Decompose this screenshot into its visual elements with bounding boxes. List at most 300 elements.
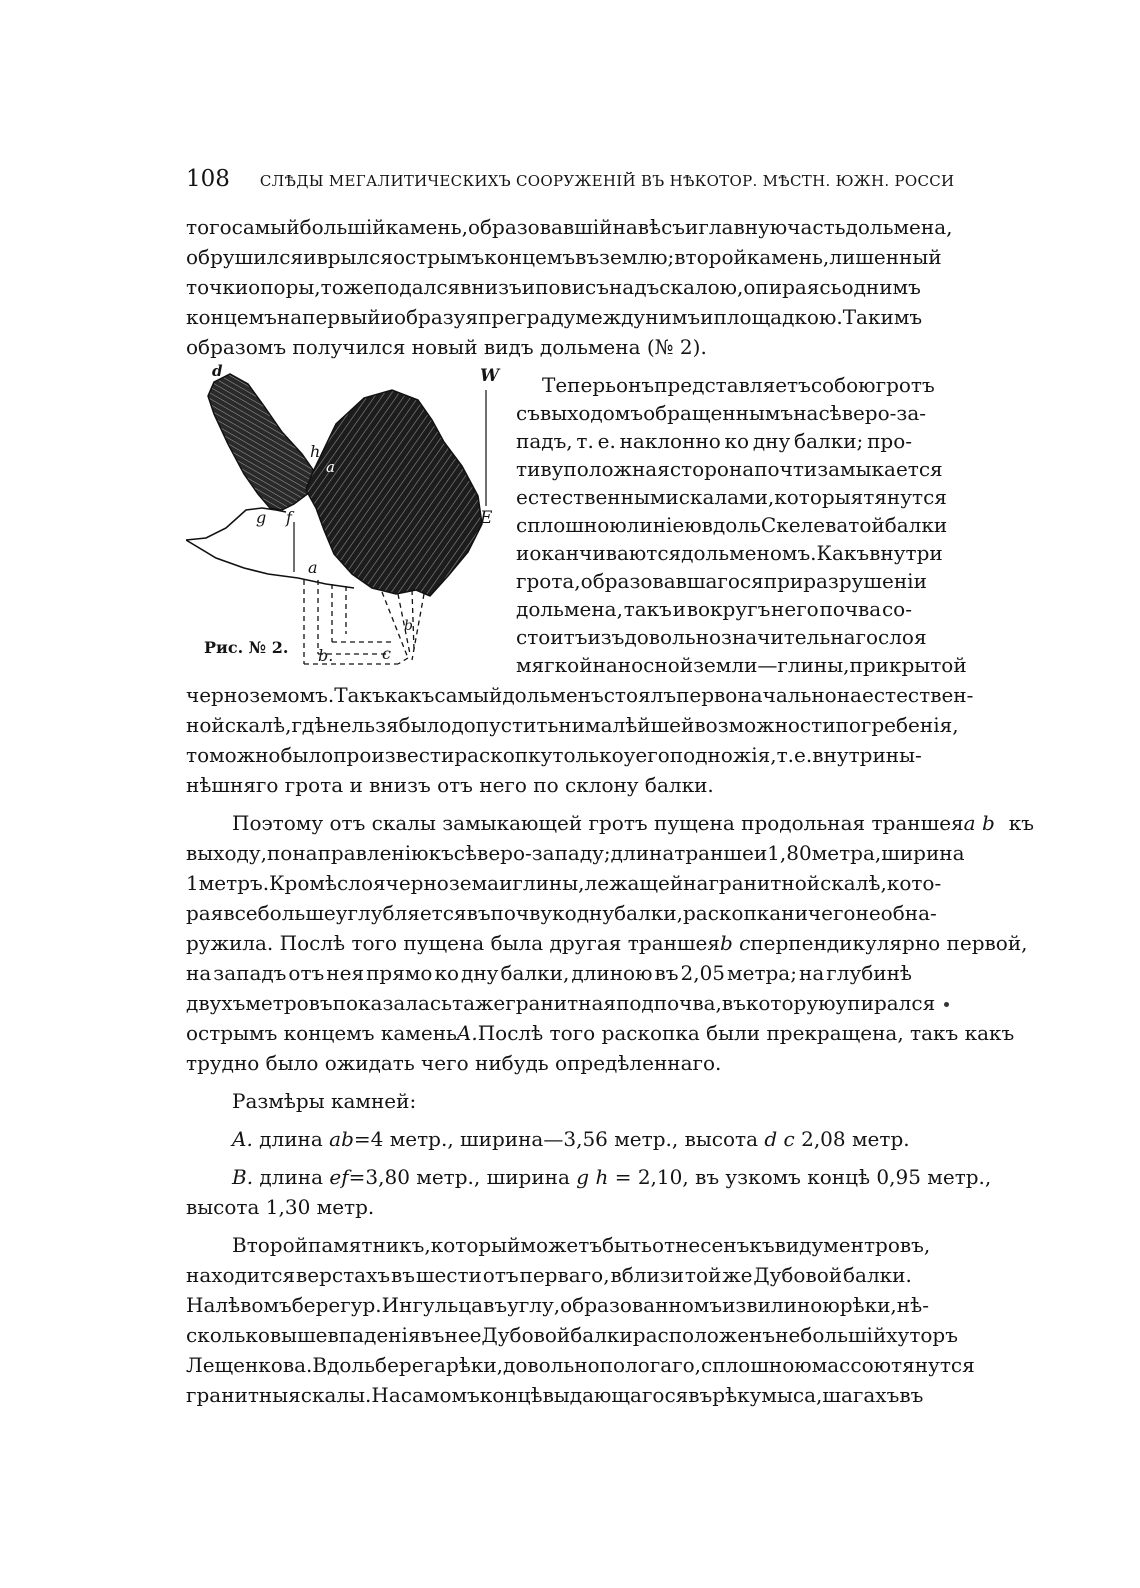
word: внутри bbox=[869, 541, 943, 565]
dim-ef: ef bbox=[329, 1165, 349, 1189]
word: опираясь bbox=[743, 275, 842, 299]
word: и bbox=[380, 305, 394, 329]
word: падъ, bbox=[516, 429, 573, 453]
page-number: 108 bbox=[186, 166, 230, 192]
text-line bbox=[186, 304, 923, 330]
word: въ bbox=[483, 1293, 508, 1317]
word: т. bbox=[776, 743, 795, 767]
text-segment: Поэтому отъ скалы замыкающей гротъ пущена продольная траншея bbox=[232, 811, 964, 835]
word: углу, bbox=[507, 1293, 561, 1317]
word: погребенiя, bbox=[835, 713, 959, 737]
word: виду bbox=[774, 1233, 824, 1257]
word: же bbox=[475, 991, 506, 1015]
word: быть bbox=[602, 1233, 652, 1257]
word: въ bbox=[688, 1383, 713, 1407]
word: же bbox=[722, 1263, 753, 1287]
word: въ bbox=[390, 1263, 415, 1287]
word: верстахъ bbox=[296, 1263, 391, 1287]
word: е. bbox=[794, 743, 813, 767]
word: почву bbox=[490, 901, 553, 925]
figure-dolmen-diagram bbox=[186, 362, 506, 680]
label-b-bottom: b. bbox=[318, 646, 334, 665]
text-line bbox=[186, 712, 959, 738]
word: который bbox=[430, 1233, 521, 1257]
text-segment: острымъ концемъ камень bbox=[186, 1021, 457, 1045]
word: между bbox=[575, 305, 646, 329]
trench-bc: b c bbox=[719, 931, 751, 955]
text-line bbox=[516, 456, 943, 482]
word: оканчиваются bbox=[529, 541, 682, 565]
word: е. bbox=[597, 429, 616, 453]
word: образуя bbox=[393, 305, 479, 329]
word: къ bbox=[428, 841, 454, 865]
word: метра; bbox=[727, 961, 797, 985]
label-h: h bbox=[310, 442, 321, 461]
text-line bbox=[186, 960, 912, 986]
word: первоначально bbox=[676, 683, 837, 707]
word: 2,05 bbox=[680, 961, 726, 985]
word: можно bbox=[209, 743, 281, 767]
word: кото- bbox=[886, 871, 942, 895]
word: скалою, bbox=[659, 275, 744, 299]
text-line bbox=[516, 400, 927, 426]
word: отъ bbox=[288, 961, 325, 985]
label-c: c bbox=[382, 644, 391, 663]
word: концемъ bbox=[484, 245, 576, 269]
word: берегу bbox=[291, 1293, 363, 1317]
word: образованномъ bbox=[560, 1293, 723, 1317]
word: сплошною bbox=[516, 513, 627, 537]
word: дну bbox=[576, 901, 615, 925]
word: и bbox=[303, 245, 317, 269]
word: на bbox=[836, 683, 862, 707]
word: внутри bbox=[812, 743, 886, 767]
size-line-a bbox=[232, 1126, 910, 1152]
word: пологаго, bbox=[599, 1353, 702, 1377]
word: траншеи bbox=[674, 841, 768, 865]
text-line bbox=[186, 870, 942, 896]
word: гротъ bbox=[875, 373, 935, 397]
word: выше bbox=[269, 1323, 328, 1347]
word: массою bbox=[811, 1353, 892, 1377]
word: балки bbox=[884, 513, 948, 537]
word: въ bbox=[420, 1323, 445, 1347]
word: допустить bbox=[451, 713, 559, 737]
word: тянутся bbox=[891, 1353, 975, 1377]
sizes-title: Размѣры камней: bbox=[232, 1089, 417, 1113]
word: на bbox=[793, 401, 819, 425]
word: гранитной bbox=[708, 871, 821, 895]
text-segment: =4 метр., ширина—3,56 метр., высота bbox=[353, 1127, 758, 1151]
word: выходу, bbox=[186, 841, 267, 865]
size-line-b bbox=[232, 1164, 991, 1190]
stone-b bbox=[208, 374, 316, 510]
word: упирался bbox=[835, 991, 936, 1015]
label-east: E bbox=[480, 508, 493, 528]
word: Лещенкова. bbox=[186, 1353, 313, 1377]
text-line bbox=[186, 1322, 958, 1348]
text-line bbox=[186, 840, 965, 866]
word: рѣку bbox=[712, 1383, 762, 1407]
word: подался bbox=[374, 275, 461, 299]
text-line bbox=[186, 930, 1028, 956]
word: нельзя bbox=[326, 713, 399, 737]
word: глубинѣ bbox=[826, 961, 912, 985]
word: произвести bbox=[333, 743, 455, 767]
word: скалами, bbox=[678, 485, 775, 509]
text-line: образомъ получился новый видъ дольмена (№ 2). bbox=[186, 335, 707, 359]
word: скалы. bbox=[300, 1383, 372, 1407]
text-line bbox=[186, 990, 936, 1016]
word: почва bbox=[819, 597, 882, 621]
word: того bbox=[186, 215, 232, 239]
word: отнесенъ bbox=[651, 1233, 750, 1257]
text-segment: Послѣ того раскопка были прекращена, такъ какъ bbox=[477, 1021, 1015, 1045]
word: все bbox=[223, 901, 258, 925]
word: первый bbox=[302, 305, 381, 329]
word: подпочва, bbox=[616, 991, 722, 1015]
text-line bbox=[232, 810, 1034, 836]
word: нимъ bbox=[645, 305, 701, 329]
word: ко bbox=[552, 901, 577, 925]
word: чернозема bbox=[385, 871, 500, 895]
word: замыкается bbox=[817, 457, 943, 481]
word: Дубовой bbox=[481, 1323, 571, 1347]
word: Такъ bbox=[334, 683, 385, 707]
word: балки; bbox=[794, 429, 864, 453]
word: и bbox=[685, 215, 699, 239]
stone-b-label: B. bbox=[232, 1165, 254, 1189]
word: та bbox=[452, 991, 476, 1015]
word: ной bbox=[186, 713, 225, 737]
word: тоже bbox=[320, 275, 375, 299]
word: сколько bbox=[186, 1323, 270, 1347]
word: малѣйшей bbox=[585, 713, 695, 737]
word: и bbox=[499, 871, 513, 895]
word: представляетъ bbox=[654, 373, 811, 397]
word: скалѣ, bbox=[820, 871, 887, 895]
word: наклонно bbox=[619, 429, 721, 453]
word: онъ bbox=[616, 373, 655, 397]
label-a-top: a bbox=[326, 458, 335, 476]
word: земли—глины, bbox=[693, 653, 850, 677]
word: на bbox=[186, 961, 212, 985]
word: возможности bbox=[694, 713, 836, 737]
word: раскопка bbox=[683, 901, 782, 925]
stone-label: A. bbox=[456, 1021, 478, 1045]
word: Кромѣ bbox=[269, 871, 338, 895]
word: разрушенiи bbox=[803, 569, 927, 593]
word: дну bbox=[461, 961, 499, 985]
word: обращеннымъ bbox=[643, 401, 794, 425]
word: сторона bbox=[669, 457, 755, 481]
word: прикрытой bbox=[849, 653, 967, 677]
word: Скелеватой bbox=[760, 513, 885, 537]
word: т. bbox=[576, 429, 594, 453]
word: сѣверо-за- bbox=[818, 401, 927, 425]
word: больше bbox=[257, 901, 336, 925]
word: На bbox=[371, 1383, 401, 1407]
word: метра, bbox=[811, 841, 882, 865]
label-a: a bbox=[308, 558, 318, 577]
word: обна- bbox=[880, 901, 937, 925]
word: На bbox=[186, 1293, 216, 1317]
word: гранитныя bbox=[186, 1383, 301, 1407]
word: балки bbox=[570, 1323, 633, 1347]
text-segment: къ bbox=[1008, 811, 1034, 835]
word: линiею bbox=[626, 513, 702, 537]
word: дну bbox=[752, 429, 791, 453]
word: въ bbox=[721, 991, 746, 1015]
word: лѣвомъ bbox=[215, 1293, 292, 1317]
word: ширина bbox=[881, 841, 965, 865]
word: на bbox=[276, 305, 303, 329]
word: небольшiй bbox=[775, 1323, 887, 1347]
word: однимъ bbox=[841, 275, 921, 299]
word: при bbox=[763, 569, 804, 593]
label-d: d bbox=[212, 362, 223, 380]
word: метръ. bbox=[198, 871, 270, 895]
text-line bbox=[186, 742, 922, 768]
word: р. bbox=[362, 1293, 382, 1317]
word: рѣки, bbox=[445, 1353, 504, 1377]
word: углубляется bbox=[335, 901, 467, 925]
word: навѣсъ bbox=[612, 215, 685, 239]
word: то bbox=[186, 743, 210, 767]
scan-speck bbox=[944, 1002, 949, 1007]
word: него bbox=[771, 597, 819, 621]
word: не bbox=[855, 901, 881, 925]
word: отъ bbox=[482, 1263, 519, 1287]
dim-dc: d c bbox=[764, 1127, 795, 1151]
word: естествен- bbox=[861, 683, 974, 707]
word: Такимъ bbox=[842, 305, 923, 329]
word: 1,80 bbox=[767, 841, 812, 865]
word: образовавшагося bbox=[580, 569, 764, 593]
text-line: нѣшняго грота и внизъ отъ него по склону балки. bbox=[186, 773, 714, 797]
word: на bbox=[798, 961, 825, 985]
text-line bbox=[542, 372, 935, 398]
word: длина bbox=[610, 841, 675, 865]
text-line bbox=[516, 540, 943, 566]
text-segment: длина bbox=[259, 1127, 323, 1151]
word: которыя bbox=[774, 485, 864, 509]
word: глины, bbox=[512, 871, 585, 895]
word: тивуположная bbox=[516, 457, 670, 481]
text-segment: =3,80 метр., ширина bbox=[348, 1165, 570, 1189]
text-line bbox=[516, 428, 912, 454]
word: ко bbox=[434, 961, 460, 985]
text-line bbox=[186, 1382, 924, 1408]
word: довольно bbox=[624, 625, 722, 649]
word: и bbox=[516, 541, 530, 565]
word: вблизи bbox=[610, 1263, 685, 1287]
word: двухъ bbox=[186, 991, 246, 1015]
word: можетъ bbox=[520, 1233, 603, 1257]
word: шести bbox=[415, 1263, 482, 1287]
word: нѣ- bbox=[896, 1293, 929, 1317]
word: обрушился bbox=[186, 245, 304, 269]
word: такъ bbox=[623, 597, 672, 621]
word: внизъ bbox=[460, 275, 522, 299]
word: было bbox=[280, 743, 334, 767]
word: въ bbox=[654, 961, 679, 985]
text-line bbox=[186, 682, 974, 708]
word: дольменъ bbox=[502, 683, 604, 707]
word: у bbox=[623, 743, 636, 767]
word: Какъ bbox=[816, 541, 870, 565]
label-west: W bbox=[480, 366, 500, 386]
text-segment: 2,08 метр. bbox=[801, 1127, 910, 1151]
word: концемъ bbox=[186, 305, 277, 329]
text-line bbox=[186, 214, 953, 240]
word: западъ bbox=[213, 961, 287, 985]
text-line: трудно было ожидать чего нибудь опредѣленнаго. bbox=[186, 1051, 722, 1075]
word: скалѣ, bbox=[224, 713, 292, 737]
text-line bbox=[186, 244, 942, 270]
stone-a-label: A. bbox=[232, 1127, 253, 1151]
word: раскопку bbox=[454, 743, 553, 767]
word: гдѣ bbox=[291, 713, 327, 737]
figure-caption: Рис. № 2. bbox=[204, 638, 289, 657]
word: слоя bbox=[878, 625, 927, 649]
word: съ bbox=[516, 401, 540, 425]
word: нея bbox=[326, 961, 365, 985]
word: извилиною bbox=[722, 1293, 840, 1317]
word: по bbox=[266, 841, 293, 865]
dim-ab: ab bbox=[329, 1127, 354, 1151]
word: изъ bbox=[587, 625, 625, 649]
word: какъ bbox=[384, 683, 435, 707]
word: балки, bbox=[614, 901, 683, 925]
word: выходомъ bbox=[539, 401, 644, 425]
word: выдающагося bbox=[542, 1383, 689, 1407]
word: ны- bbox=[885, 743, 922, 767]
word: нее bbox=[444, 1323, 482, 1347]
dolmen-diagram bbox=[186, 362, 506, 680]
word: стоитъ bbox=[516, 625, 588, 649]
word: берега bbox=[375, 1353, 446, 1377]
word: мыса, bbox=[761, 1383, 823, 1407]
word: вдоль bbox=[701, 513, 761, 537]
word: Дубовой bbox=[753, 1263, 843, 1287]
word: самомъ bbox=[400, 1383, 480, 1407]
word: Вдоль bbox=[312, 1353, 376, 1377]
word: ничего bbox=[781, 901, 856, 925]
word: которую bbox=[745, 991, 836, 1015]
text-line bbox=[516, 568, 927, 594]
text-line bbox=[516, 484, 947, 510]
text-line bbox=[186, 1020, 1015, 1046]
word: образовавшiй bbox=[467, 215, 613, 239]
word: слоя bbox=[337, 871, 386, 895]
label-g: g bbox=[256, 508, 267, 527]
word: балки. bbox=[843, 1263, 912, 1287]
word: сѣверо-западу; bbox=[453, 841, 611, 865]
text-segment: перпендикулярно первой, bbox=[750, 931, 1028, 955]
text-line bbox=[186, 1262, 912, 1288]
word: концѣ bbox=[479, 1383, 543, 1407]
word: точки bbox=[186, 275, 249, 299]
word: его bbox=[635, 743, 670, 767]
text-line bbox=[186, 1352, 975, 1378]
word: камень, bbox=[746, 245, 830, 269]
word: перваго, bbox=[519, 1263, 610, 1287]
word: въ bbox=[899, 1383, 924, 1407]
word: почти bbox=[754, 457, 818, 481]
word: ментровъ, bbox=[823, 1233, 931, 1257]
word: камень, bbox=[385, 215, 468, 239]
stone-a bbox=[306, 390, 482, 596]
word: Второй bbox=[232, 1233, 308, 1257]
word: впаденiя bbox=[327, 1323, 421, 1347]
word: самый bbox=[434, 683, 503, 707]
word: рѣки, bbox=[839, 1293, 897, 1317]
text-segment: длина bbox=[259, 1165, 324, 1189]
text-line bbox=[186, 1292, 929, 1318]
word: и bbox=[672, 597, 686, 621]
word: и bbox=[521, 275, 536, 299]
word: было bbox=[398, 713, 452, 737]
word: тянутся bbox=[863, 485, 947, 509]
word: въ bbox=[466, 901, 491, 925]
word: площадкою. bbox=[713, 305, 843, 329]
word: естественными bbox=[516, 485, 679, 509]
running-header bbox=[186, 166, 955, 192]
label-f: f bbox=[286, 508, 292, 527]
word: и bbox=[700, 305, 714, 329]
word: землю; bbox=[599, 245, 675, 269]
word: расположенъ bbox=[632, 1323, 776, 1347]
word: часть bbox=[787, 215, 846, 239]
word: со- bbox=[881, 597, 912, 621]
word: мягкой bbox=[516, 653, 593, 677]
text-line bbox=[516, 652, 967, 678]
word: самый bbox=[231, 215, 300, 239]
word: находится bbox=[186, 1263, 296, 1287]
text-line bbox=[516, 512, 948, 538]
trench-ab: a b bbox=[963, 811, 995, 835]
word: главную bbox=[698, 215, 788, 239]
word: длиною bbox=[571, 961, 653, 985]
word: острымъ bbox=[392, 245, 485, 269]
word: второй bbox=[674, 245, 747, 269]
word: врылся bbox=[316, 245, 393, 269]
word: ко bbox=[724, 429, 750, 453]
word: гранитная bbox=[505, 991, 617, 1015]
word: грота, bbox=[516, 569, 581, 593]
text-line bbox=[186, 274, 921, 300]
label-b: b bbox=[404, 618, 413, 634]
word: Ингульца bbox=[381, 1293, 484, 1317]
word: довольно bbox=[503, 1353, 600, 1377]
size-line-b-cont: высота 1,30 метр. bbox=[186, 1195, 375, 1219]
word: дольмена, bbox=[516, 597, 623, 621]
text-segment: = 2,10, въ узкомъ концѣ 0,95 метр., bbox=[614, 1165, 992, 1189]
word: большiй bbox=[299, 215, 386, 239]
word: показалась bbox=[332, 991, 453, 1015]
word: вокругъ bbox=[686, 597, 771, 621]
word: на bbox=[683, 871, 709, 895]
word: въ bbox=[575, 245, 600, 269]
word: хуторъ bbox=[886, 1323, 958, 1347]
text-line bbox=[232, 1232, 931, 1258]
word: опоры, bbox=[248, 275, 321, 299]
word: значительнаго bbox=[721, 625, 879, 649]
text-line bbox=[516, 624, 927, 650]
word: той bbox=[684, 1263, 722, 1287]
word: къ bbox=[749, 1233, 775, 1257]
